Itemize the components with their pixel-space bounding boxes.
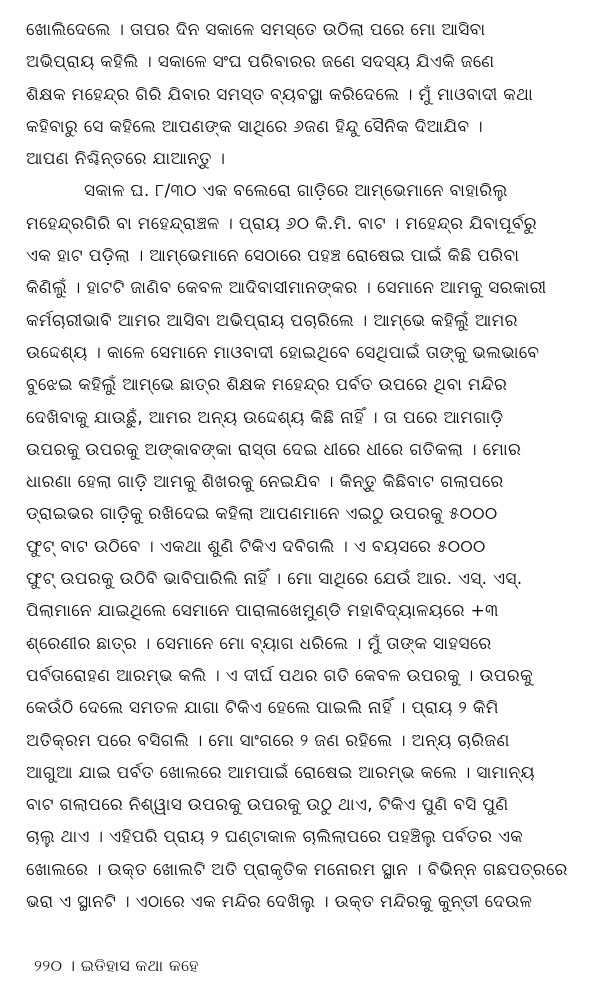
book-title: ଇତିହାସ କଥା କହେ xyxy=(80,956,199,975)
text-line: ଦେଖିବାକୁ ଯାଉଛୁଁ, ଆମର ଅନ୍ୟ ଉଦ୍ଦେଶ୍ୟ କିଛି ନାହିଁ । ତା ପରେ ଆମଗାଡ଼ି xyxy=(26,407,504,428)
text-line: ଖୋଲିଦେଲେ । ତାପର ଦିନ ସକାଳେ ସମସ୍ତେ ଉଠିଲା ପରେ ମୋ ଆସିବା xyxy=(26,20,486,40)
text-line: ଆଗୁଆ ଯାଇ ପର୍ବତ ଖୋଲରେ ଆମପାଇଁ ରୋଷେଇ ଆରମ୍ଭ କଲେ । ସାମାନ୍ୟ xyxy=(26,762,535,783)
text-line: ମହେନ୍ଦ୍ରଗିରି ବା ମହେନ୍ଦ୍ରାଞ୍ଚଳ । ପ୍ରାୟ ୬୦ କି.ମି. ବାଟ । ମହେନ୍ଦ୍ର ଯିବାପୂର୍ବରୁ xyxy=(26,213,537,234)
text-line: କିଣିଲୁଁ । ହାଟଟି ଜାଣିବ କେବଳ ଆଦିବାସୀମାନଙ୍କର । ସେମାନେ ଆମକୁ ସରକାରୀ xyxy=(26,278,547,299)
text-line: ପର୍ବତାରୋହଣ ଆରମ୍ଭ କଲି । ଏ ଦୀର୍ଘ ପଥର ଗତି କେବଳ ଉପରକୁ । ଉପରକୁ xyxy=(26,665,533,686)
text-line: ଉପରକୁ ଉପରକୁ ଅଙ୍କାବଙ୍କା ରାସ୍ତା ଦେଇ ଧୀରେ ଧୀରେ ଗତିକଲା । ମୋର xyxy=(26,439,522,460)
footer-separator: । xyxy=(67,956,76,975)
text-line: ଫୁଟ୍ ବାଟ ଉଠିବେ । ଏକଥା ଶୁଣି ଟିକିଏ ଦବିଗଲି । ଏ ବୟସରେ ୫୦୦୦ xyxy=(26,536,486,557)
text-line: ବୁଝେଇ କହିଲୁଁ ଆମ୍ଭେ ଛାତ୍ର ଶିକ୍ଷକ ମହେନ୍ଦ୍ର ପର୍ବତ ଉପରେ ଥିବା ମନ୍ଦିର xyxy=(26,375,508,396)
text-line: ଅତିକ୍ରମ ପରେ ବସିଗଲି । ମୋ ସାଂଗରେ ୨ ଜଣ ରହିଲେ । ଅନ୍ୟ ଚାରିଜଣ xyxy=(26,730,510,751)
text-line: ଉଦ୍ଦେଶ୍ୟ । କାଳେ ସେମାନେ ମାଓବାଦୀ ହୋଇଥିବେ ସେଥିପାଇଁ ତାଙ୍କୁ ଭଲଭାବେ xyxy=(26,342,540,363)
text-line: ଶିକ୍ଷକ ମହେନ୍ଦ୍ର ଗିରି ଯିବାର ସମସ୍ତ ବ୍ୟବସ୍ଥା କରିଦେଲେ । ମୁଁ ମାଓବାଦୀ କଥା xyxy=(26,84,534,105)
text-line: ଖୋଲରେ । ଉକ୍ତ ଖୋଲଟି ଅତି ପ୍ରାକୃତିକ ମନୋରମ ସ୍ଥାନ । ବିଭିନ୍ନ ଗଛପତ୍ରରେ xyxy=(26,859,568,880)
page-footer xyxy=(34,954,199,978)
text-line: ଚାଲୁ ଥାଏ । ଏହିପରି ପ୍ରାୟ ୨ ଘଣ୍ଟାକାଳ ଚାଲିଲାପରେ ପହଞ୍ଚିଲୁ ପର୍ବତର ଏକ xyxy=(26,827,524,848)
paragraph-first-line: ସକାଳ ଘ. ୮/୩୦ ଏକ ବଲେରୋ ଗାଡ଼ିରେ ଆମ୍ଭେମାନେ ବାହାରିଲୁ xyxy=(84,181,508,202)
text-line: କର୍ମଚାରୀଭାବି ଆମର ଆସିବା ଅଭିପ୍ରାୟ ପଚାରିଲେ । ଆମ୍ଭେ କହିଲୁଁ ଆମର xyxy=(26,310,518,331)
body-text xyxy=(26,14,578,918)
text-line: ଫୁଟ୍ ଉପରକୁ ଉଠିବି ଭାବିପାରିଲି ନାହିଁ । ମୋ ସାଥିରେ ଯେଉଁ ଆର. ଏସ୍. ଏସ୍. xyxy=(26,569,523,590)
text-line: କହିବାରୁ ସେ କହିଲେ ଆପଣଙ୍କ ସାଥିରେ ୬ଜଣ ହିନ୍ଦୁ ସୈନିକ ଦିଆଯିବ । xyxy=(26,116,483,137)
text-line: ଡ୍ରାଇଭର ଗାଡ଼ିକୁ ରଖିଦେଇ କହିଲା ଆପଣମାନେ ଏଇଠୁ ଉପରକୁ ୫୦୦୦ xyxy=(26,504,498,525)
text-line: କେଉଁଠି ଦେଲେ ସମତଳ ଯାଗା ଟିକିଏ ହେଲେ ପାଇଲି ନାହିଁ । ପ୍ରାୟ ୨ କିମି xyxy=(26,698,499,719)
text-line: ଆପଣ ନିଶ୍ଚିନ୍ତରେ ଯାଆନ୍ତୁ । xyxy=(26,149,226,170)
text-line: ବାଟ ଗଲାପରେ ନିଶ୍ୱାସ ଉପରକୁ ଉପରକୁ ଉଠୁ ଥାଏ, ଟିକିଏ ପୁଣି ବସି ପୁଣି xyxy=(26,795,509,816)
page-number: ୨୨୦ xyxy=(34,956,63,975)
text-line: ପିଲାମାନେ ଯାଇଥିଲେ ସେମାନେ ପାରାଳାଖେମୁଣ୍ଡି ମହାବିଦ୍ୟାଳୟରେ +୩ xyxy=(26,601,499,622)
text-line: ଧାରଣା ହେଲା ଗାଡ଼ି ଆମକୁ ଶିଖରକୁ ନେଇଯିବ । କିନ୍ତୁ କିଛିବାଟ ଗଲାପରେ xyxy=(26,472,504,493)
text-line: ଭରା ଏ ସ୍ଥାନଟି । ଏଠାରେ ଏକ ମନ୍ଦିର ଦେଖିଲୁ । ଉକ୍ତ ମନ୍ଦିରକୁ କୁନ୍ତୀ ଦେଉଳ xyxy=(26,892,533,913)
text-line: ଅଭିପ୍ରାୟ କହିଲି । ସକାଳେ ସଂଘ ପରିବାରର ଜଣେ ସଦସ୍ୟ ଯିଏକି ଜଣେ xyxy=(26,52,495,73)
text-line: ଏକ ହାଟ ପଡ଼ିଲା । ଆମ୍ଭେମାନେ ସେଠାରେ ପହଞ୍ଚ ରୋଷେଇ ପାଇଁ କିଛି ପରିବା xyxy=(26,246,520,267)
text-line: ଶ୍ରେଣୀର ଛାତ୍ର । ସେମାନେ ମୋ ବ୍ୟାଗ ଧରିଲେ । ମୁଁ ତାଙ୍କ ସାହସରେ xyxy=(26,633,492,654)
